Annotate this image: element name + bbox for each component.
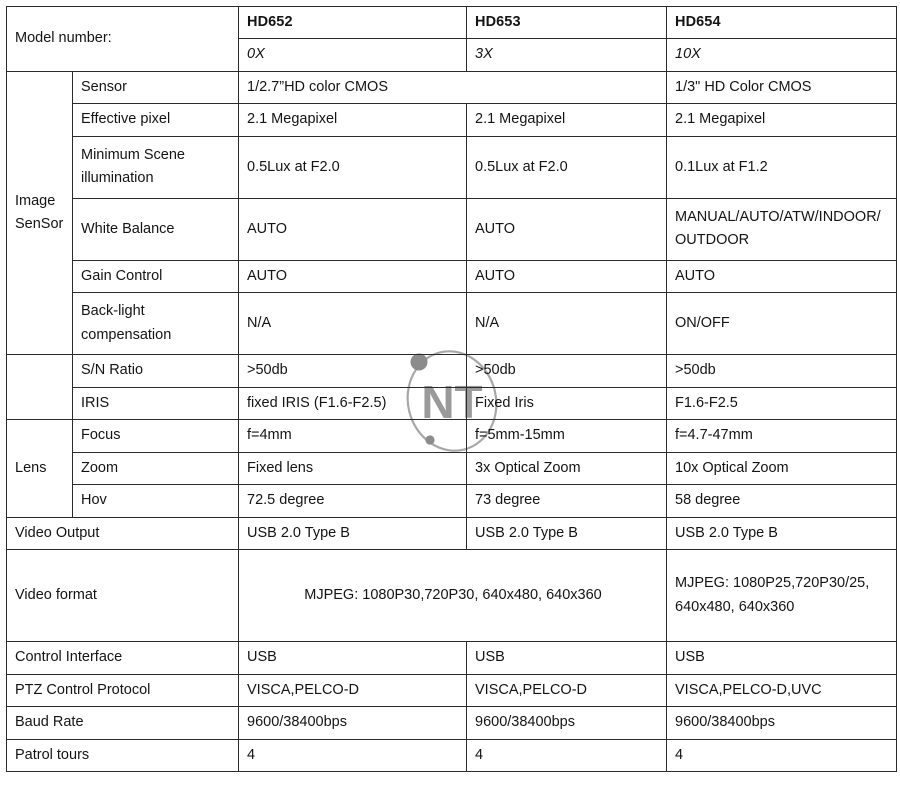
- watermark-text: NT: [421, 376, 483, 428]
- model-header-hd653: HD653: [467, 7, 667, 39]
- table-row-zoom: [7, 452, 897, 484]
- cell-control-interface-hd653: USB: [467, 642, 667, 674]
- cell-control-interface-hd652: USB: [239, 642, 467, 674]
- cell-ptz-control-protocol-hd654: VISCA,PELCO-D,UVC: [667, 674, 897, 706]
- cell-sensor-hd652-hd653: 1/2.7”HD color CMOS: [239, 71, 667, 103]
- cell-focus-hd652: f=4mm: [239, 420, 467, 452]
- cell-patrol-tours-hd652: 4: [239, 739, 467, 771]
- row-label-hov: Hov: [73, 485, 239, 517]
- model-zoom-hd654: 10X: [667, 39, 897, 71]
- cell-baud-rate-hd653: 9600/38400bps: [467, 707, 667, 739]
- model-zoom-hd652: 0X: [239, 39, 467, 71]
- cell-gain-control-hd652: AUTO: [239, 260, 467, 292]
- cell-focus-hd653: f=5mm-15mm: [467, 420, 667, 452]
- table-row-white-balance: [7, 198, 897, 260]
- group-label-image-sensor: [7, 71, 73, 354]
- row-label-back-light-compensation: Back-light compensation: [73, 293, 239, 355]
- table-row-patrol-tours: [7, 739, 897, 771]
- table-row-baud-rate: [7, 707, 897, 739]
- cell-min-scene-illumination-hd652: 0.5Lux at F2.0: [239, 136, 467, 198]
- cell-effective-pixel-hd653: 2.1 Megapixel: [467, 104, 667, 136]
- row-label-effective-pixel: Effective pixel: [73, 104, 239, 136]
- table-row-focus: [7, 420, 897, 452]
- table-row-sensor: [7, 71, 897, 103]
- table-row-ptz-control-protocol: [7, 674, 897, 706]
- cell-zoom-hd652: Fixed lens: [239, 452, 467, 484]
- row-label-iris: IRIS: [73, 387, 239, 419]
- camera-specification-table: [6, 6, 897, 772]
- cell-ptz-control-protocol-hd652: VISCA,PELCO-D: [239, 674, 467, 706]
- group-label-empty: [7, 355, 73, 420]
- row-label-patrol-tours: Patrol tours: [7, 739, 239, 771]
- cell-gain-control-hd653: AUTO: [467, 260, 667, 292]
- table-row-video-output: [7, 517, 897, 549]
- table-row-sn-ratio: [7, 355, 897, 387]
- table-row-hov: [7, 485, 897, 517]
- group-label-lens: [7, 420, 73, 517]
- row-label-sensor: Sensor: [73, 71, 239, 103]
- cell-min-scene-illumination-hd653: 0.5Lux at F2.0: [467, 136, 667, 198]
- row-label-sn-ratio: S/N Ratio: [73, 355, 239, 387]
- row-label-control-interface: Control Interface: [7, 642, 239, 674]
- cell-iris-hd652: fixed IRIS (F1.6-F2.5): [239, 387, 467, 419]
- cell-white-balance-hd654: MANUAL/AUTO/ATW/INDOOR/OUTDOOR: [667, 198, 897, 260]
- cell-hov-hd654: 58 degree: [667, 485, 897, 517]
- cell-iris-hd654: F1.6-F2.5: [667, 387, 897, 419]
- group-label-image-sensor-text: Image SenSor: [15, 192, 64, 233]
- cell-ptz-control-protocol-hd653: VISCA,PELCO-D: [467, 674, 667, 706]
- cell-video-output-hd652: USB 2.0 Type B: [239, 517, 467, 549]
- model-zoom-hd653: 3X: [467, 39, 667, 71]
- cell-video-format-hd652-hd653: MJPEG: 1080P30,720P30, 640x480, 640x360: [239, 550, 667, 642]
- cell-white-balance-hd653: AUTO: [467, 198, 667, 260]
- cell-video-output-hd653: USB 2.0 Type B: [467, 517, 667, 549]
- cell-control-interface-hd654: USB: [667, 642, 897, 674]
- table-row-control-interface: [7, 642, 897, 674]
- cell-video-format-hd654: MJPEG: 1080P25,720P30/25, 640x480, 640x360: [667, 550, 897, 642]
- cell-gain-control-hd654: AUTO: [667, 260, 897, 292]
- table-row-back-light-compensation: [7, 293, 897, 355]
- table-row-effective-pixel: [7, 104, 897, 136]
- cell-video-output-hd654: USB 2.0 Type B: [667, 517, 897, 549]
- row-label-baud-rate: Baud Rate: [7, 707, 239, 739]
- cell-hov-hd652: 72.5 degree: [239, 485, 467, 517]
- cell-hov-hd653: 73 degree: [467, 485, 667, 517]
- model-number-label: Model number:: [7, 7, 239, 72]
- group-label-lens-text: Lens: [15, 459, 47, 476]
- row-label-video-output: Video Output: [7, 517, 239, 549]
- model-header-hd652: HD652: [239, 7, 467, 39]
- cell-baud-rate-hd652: 9600/38400bps: [239, 707, 467, 739]
- cell-min-scene-illumination-hd654: 0.1Lux at F1.2: [667, 136, 897, 198]
- cell-white-balance-hd652: AUTO: [239, 198, 467, 260]
- table-row-gain-control: [7, 260, 897, 292]
- table-row-iris: [7, 387, 897, 419]
- cell-sn-ratio-hd653: >50db: [467, 355, 667, 387]
- cell-focus-hd654: f=4.7-47mm: [667, 420, 897, 452]
- cell-back-light-compensation-hd652: N/A: [239, 293, 467, 355]
- row-label-min-scene-illumination: Minimum Scene illumination: [73, 136, 239, 198]
- cell-sn-ratio-hd654: >50db: [667, 355, 897, 387]
- row-label-zoom: Zoom: [73, 452, 239, 484]
- row-label-video-format: Video format: [7, 550, 239, 642]
- row-label-focus: Focus: [73, 420, 239, 452]
- cell-back-light-compensation-hd654: ON/OFF: [667, 293, 897, 355]
- cell-patrol-tours-hd653: 4: [467, 739, 667, 771]
- table-row-video-format: [7, 550, 897, 642]
- cell-zoom-hd653: 3x Optical Zoom: [467, 452, 667, 484]
- row-label-white-balance: White Balance: [73, 198, 239, 260]
- row-label-ptz-control-protocol: PTZ Control Protocol: [7, 674, 239, 706]
- row-label-gain-control: Gain Control: [73, 260, 239, 292]
- table-row-model-name: [7, 7, 897, 39]
- cell-back-light-compensation-hd653: N/A: [467, 293, 667, 355]
- cell-effective-pixel-hd652: 2.1 Megapixel: [239, 104, 467, 136]
- model-header-hd654: HD654: [667, 7, 897, 39]
- cell-sn-ratio-hd652: >50db: [239, 355, 467, 387]
- cell-effective-pixel-hd654: 2.1 Megapixel: [667, 104, 897, 136]
- cell-zoom-hd654: 10x Optical Zoom: [667, 452, 897, 484]
- cell-sensor-hd654: 1/3" HD Color CMOS: [667, 71, 897, 103]
- cell-patrol-tours-hd654: 4: [667, 739, 897, 771]
- cell-baud-rate-hd654: 9600/38400bps: [667, 707, 897, 739]
- cell-iris-hd653: Fixed Iris: [467, 387, 667, 419]
- table-row-min-scene-illumination: [7, 136, 897, 198]
